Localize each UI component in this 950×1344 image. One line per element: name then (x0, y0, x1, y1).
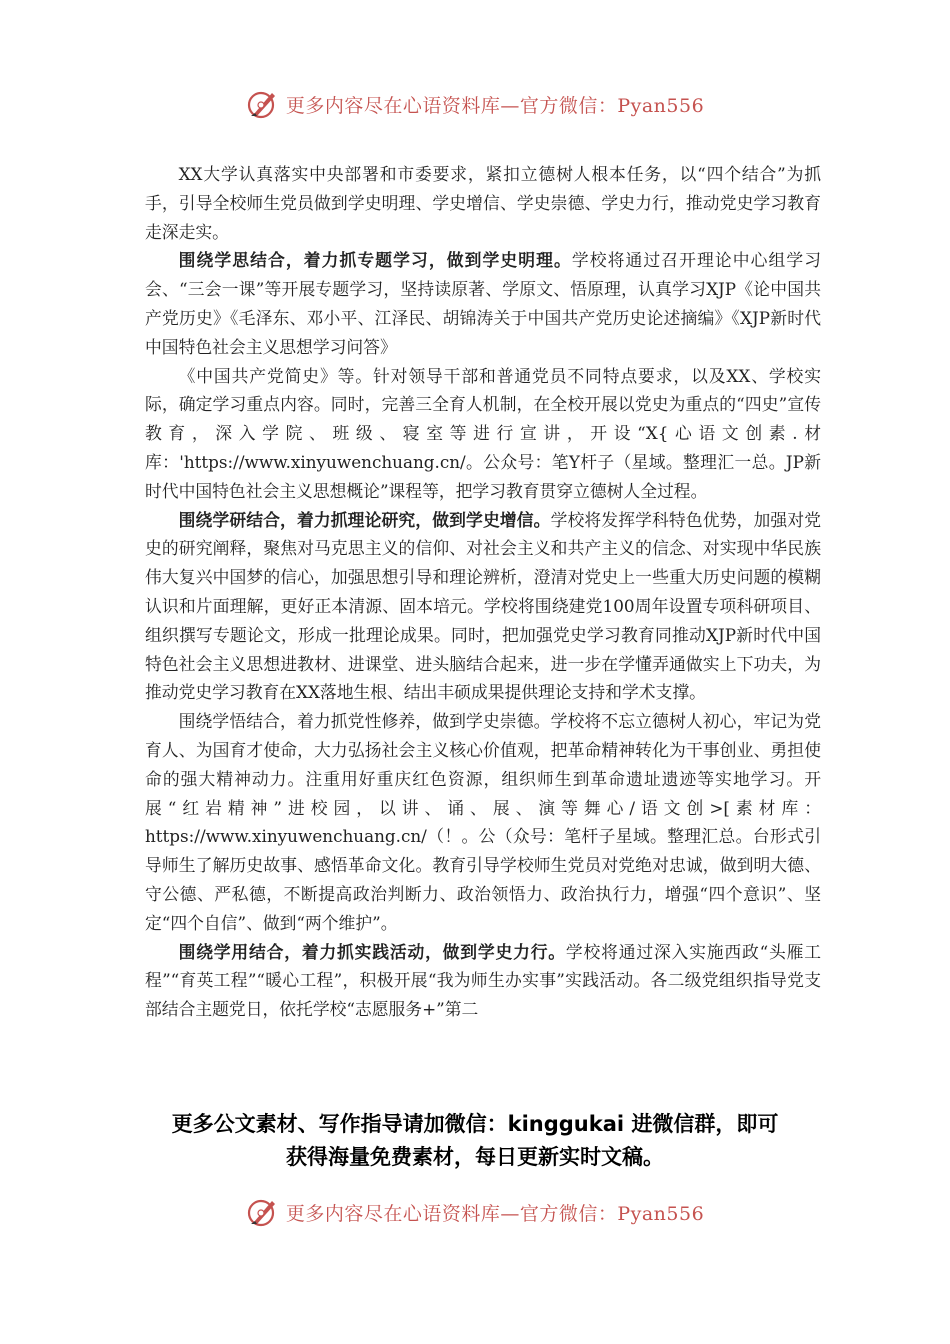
promo-line-1: 更多公文素材、写作指导请加微信：kinggukai 进微信群，即可 (171, 1112, 779, 1136)
paragraph-study-enlighten (145, 707, 821, 937)
pen-circle-logo-icon (246, 87, 280, 121)
pen-circle-logo-icon (246, 1195, 280, 1229)
paragraph-text: 围绕学悟结合，着力抓党性修养，做到学史崇德。学校将不忘立德树人初心，牢记为党育人、为国育才使命，大力弘扬社会主义核心价值观，把革命精神转化为干事创业、勇担使命的强大精神动力。注重用好重庆红色资源，组织师生到革命遗址遗迹等实地学习。开展“红岩精神”进校园，以讲、诵、展、演等舞心/语文创>[素材库：https://www.xinyuwenchuang.cn/（！。公（众号：笔杆子星域。整理汇总。台形式引导师生了解历史故事、感悟革命文化。教育引导学校师生党员对党绝对忠诚，做到明大德、守公德、严私德，不断提高政治判断力、政治领悟力、政治执行力，增强“四个意识”、坚定“四个自信”、做到“两个维护”。 (145, 711, 821, 933)
paragraph-text: XX大学认真落实中央部署和市委要求，紧扣立德树人根本任务，以“四个结合”为抓手，引导全校师生党员做到学史明理、学史增信、学史崇德、学史力行，推动党史学习教育走深走实。 (145, 164, 821, 242)
paragraph-heading: 围绕学研结合，着力抓理论研究，做到学史增信。 (178, 509, 551, 530)
paragraph-text: 《中国共产党简史》等。针对领导干部和普通党员不同特点要求，以及XX、学校实际，确定学习重点内容。同时，完善三全育人机制，在全校开展以党史为重点的“四史”宣传教育，深入学院、班级、寝室等进行宣讲，开设“X{心语文创素.材库：'https://www.xinyuwenchuang.cn/。公众号：笔Y杆子（星域。整理汇一总。JP新时代中国特色社会主义思想概论”课程等，把学习教育贯穿立德树人全过程。 (145, 365, 821, 501)
paragraph-heading: 围绕学用结合，着力抓实践活动，做到学史力行。 (178, 941, 566, 962)
paragraph-text: 学校将发挥学科特色优势，加强对党史的研究阐释，聚焦对马克思主义的信仰、对社会主义和共产主义的信念、对实现中华民族伟大复兴中国梦的信心，加强思想引导和理论辨析，澄清对党史上一些重大历史问题的模糊认识和片面理解，更好正本清源、固本培元。学校将围绕建党100周年设置专项科研项目、组织撰写专题论文，形成一批理论成果。同时，把加强党史学习教育同推动XJP新时代中国特色社会主义思想进教材、进课堂、进头脑结合起来，进一步在学懂弄通做实上下功夫，为推动党史学习教育在XX落地生根、结出丰硕成果提供理论支持和学术支撑。 (145, 509, 821, 703)
paragraph-heading: 围绕学思结合，着力抓专题学习，做到学史明理。 (178, 250, 572, 271)
promo-line-2: 获得海量免费素材，每日更新实时文稿。 (286, 1145, 664, 1169)
paragraph-study-content (145, 362, 821, 506)
paragraph-text: 学校将通过深入实施西政“头雁工程”“育英工程”“暖心工程”，积极开展“我为师生办实事”实践活动。各二级党组织指导党支部结合主题党日，依托学校“志愿服务+”第二 (145, 941, 821, 1020)
banner-text: 更多内容尽在心语资料库—官方微信：Pyan556 (285, 94, 705, 117)
paragraph-study-research (145, 506, 821, 708)
paragraph-study-practice (145, 938, 821, 1024)
banner-text: 更多内容尽在心语资料库—官方微信：Pyan556 (285, 1202, 705, 1225)
promo-notice (130, 1108, 820, 1174)
paragraph-intro (145, 160, 821, 246)
paragraph-text: 学校将通过召开理论中心组学习会、“三会一课”等开展专题学习，坚持读原著、学原文、悟原理，认真学习XJP《论中国共产党历史》《毛泽东、邓小平、江泽民、胡锦涛关于中国共产党历史论述摘编》《XJP新时代中国特色社会主义思想学习问答》 (145, 250, 821, 357)
footer-banner (0, 1192, 950, 1232)
document-body (145, 160, 821, 1024)
paragraph-study-think (145, 246, 821, 361)
header-banner (0, 84, 950, 124)
